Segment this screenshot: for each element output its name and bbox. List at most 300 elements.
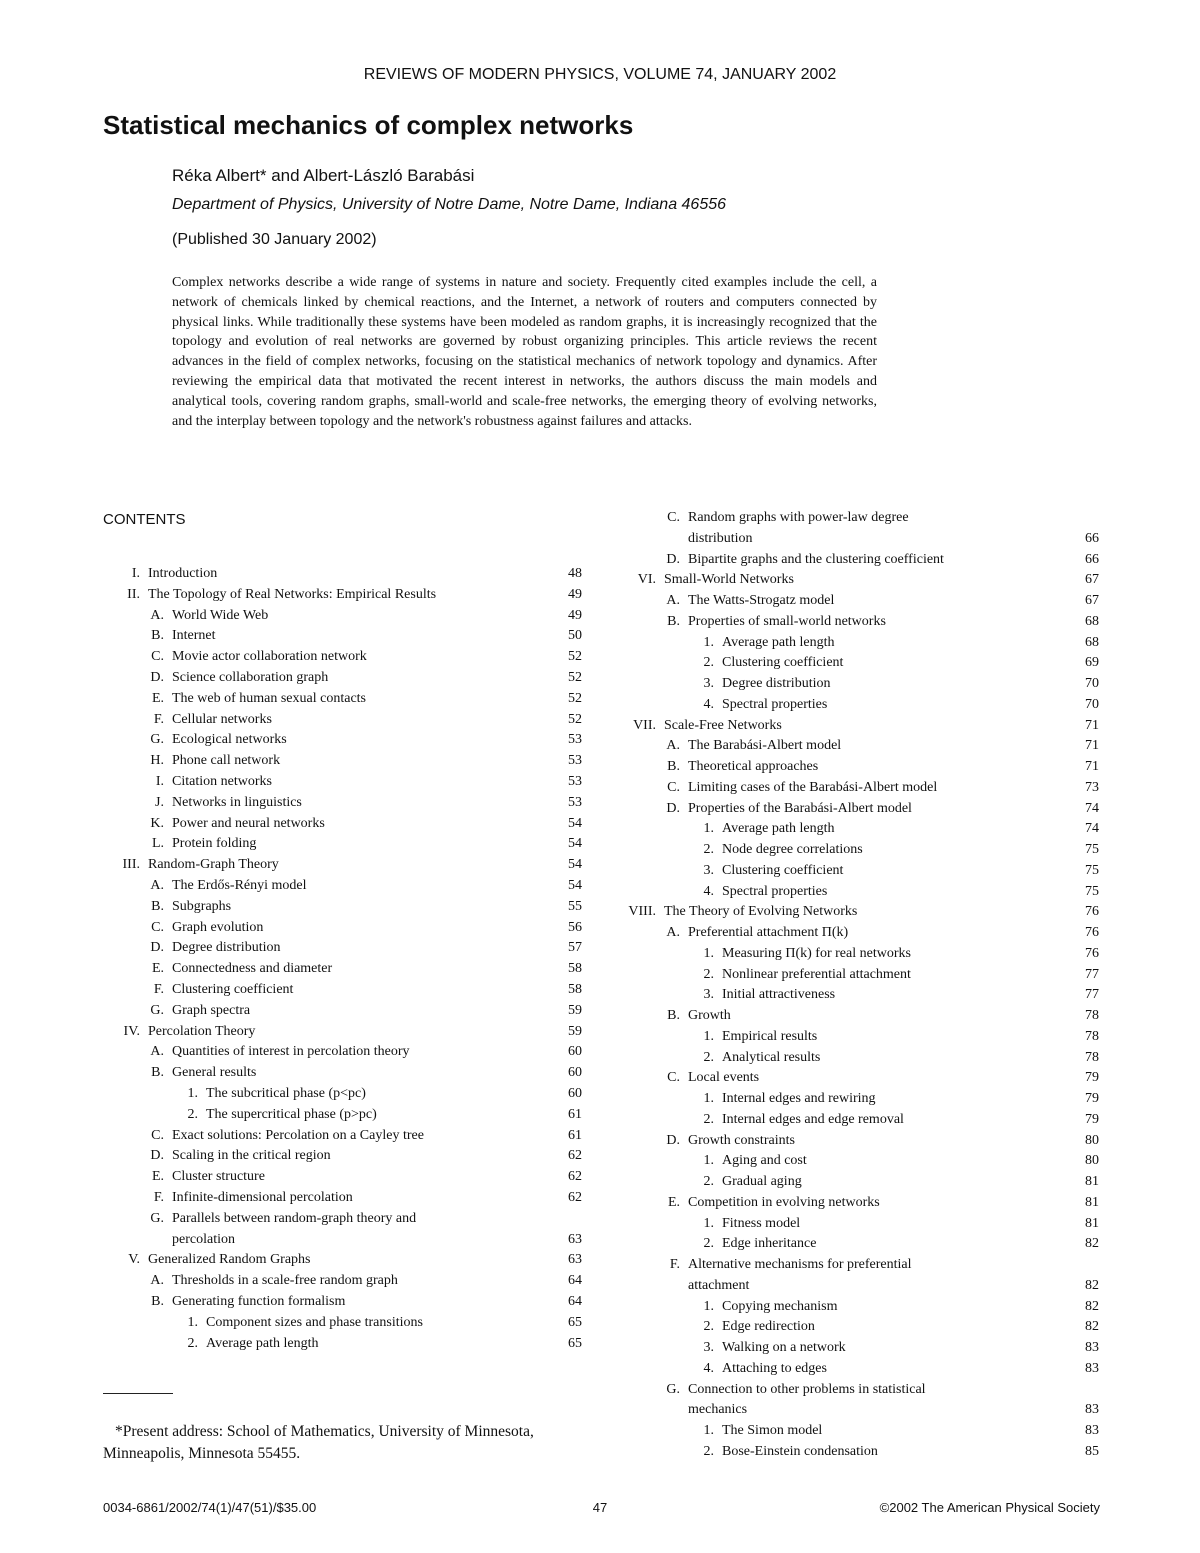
toc-entry-number: 2. [703, 1174, 714, 1189]
toc-entry-title: Component sizes and phase transitions [206, 1314, 423, 1330]
toc-entry-page: 79 [1085, 1111, 1099, 1127]
toc-entry-number: A. [666, 593, 680, 608]
toc-entry-page: 53 [568, 794, 582, 810]
toc-entry [703, 1151, 807, 1171]
toc-entry-page: 52 [568, 690, 582, 706]
toc-entry-number: D. [150, 1148, 164, 1164]
toc-entry-number: 3. [703, 676, 714, 691]
toc-entry [667, 612, 886, 632]
toc-entry-title: Thresholds in a scale-free random graph [172, 1273, 398, 1289]
toc-entry-page: 82 [1085, 1236, 1099, 1252]
toc-entry-title: The Topology of Real Networks: Empirical Results [148, 586, 437, 602]
toc-entry-title: Internet [172, 628, 216, 644]
toc-entry-page: 54 [568, 878, 582, 893]
toc-entry-title: Edge redirection [722, 1319, 815, 1335]
toc-entry [131, 564, 218, 584]
toc-entry [150, 814, 325, 834]
author-list: Réka Albert* and Albert-László Barabási [172, 166, 475, 185]
toc-entry [666, 923, 849, 943]
toc-entry-title: Generalized Random Graphs [148, 1252, 311, 1268]
toc-entry-number: 1. [703, 1215, 714, 1231]
toc-entry [187, 1084, 366, 1104]
toc-entry-page: 53 [568, 753, 582, 769]
toc-entry-page: 82 [1085, 1277, 1099, 1293]
toc-entry-title: The subcritical phase (p<pc) [206, 1086, 366, 1101]
toc-entry-number: 1. [187, 1314, 198, 1330]
toc-entry-title: The Erdős-Rényi model [172, 878, 307, 893]
toc-entry-page: 59 [568, 1023, 582, 1039]
toc-entry-title: Random-Graph Theory [148, 857, 279, 873]
toc-entry-number: G. [150, 1002, 164, 1018]
toc-entry-title: Graph spectra [172, 1002, 251, 1018]
toc-entry [122, 855, 279, 875]
abstract: Complex networks describe a wide range of systems in nature and society. Frequently cited examples include the cell, a network of chemicals linked by chemical reactions, and the Internet, a network of routers and computers connected by physical links. While traditionally these systems have been modeled as random graphs, it is increasingly recognized that the topology and evolution of real networks are governed by robust organizing principles. This article reviews the recent advances in the field of complex networks, focusing on the statistical mechanics of network topology and dynamics. After reviewing the empirical data that motivated the recent interest in networks, the authors discuss the main models and analytical tools, covering random graphs, small-world and scale-free networks, the emerging theory of evolving networks, and the interplay between topology and the network's robustness against failures and attacks. [172, 275, 877, 429]
toc-entry-number: D. [666, 800, 680, 816]
toc-entry-number: 2. [703, 1443, 714, 1459]
toc-entry-number: H. [150, 753, 164, 769]
toc-entry-page: 58 [568, 961, 582, 977]
toc-entry-number: E. [151, 961, 164, 977]
toc-entry-number: C. [151, 919, 164, 935]
toc-entry [666, 736, 842, 756]
toc-entry [187, 1105, 377, 1125]
toc-entry [666, 1380, 926, 1400]
toc-entry [151, 689, 366, 709]
toc-entry [151, 1167, 265, 1187]
toc-entry-number: D. [666, 551, 680, 567]
toc-entry [703, 1234, 817, 1254]
toc-entry-title: Spectral properties [722, 696, 828, 712]
toc-entry-page: 70 [1085, 676, 1099, 691]
toc-entry-title-continued: mechanics [688, 1402, 748, 1418]
toc-entry [150, 1042, 410, 1062]
toc-entry-title: Phone call network [172, 753, 281, 769]
toc-entry [150, 668, 329, 688]
toc-entry-page: 82 [1085, 1319, 1099, 1335]
toc-entry-page: 52 [568, 711, 582, 727]
toc-entry [150, 938, 281, 958]
toc-entry-title: Fitness model [722, 1215, 801, 1231]
toc-entry-number: G. [150, 732, 164, 748]
toc-entry-number: F. [153, 1190, 164, 1205]
toc-entry-title: Ecological networks [172, 732, 287, 748]
toc-entry [153, 710, 272, 730]
toc-entry-page: 61 [568, 1127, 582, 1143]
toc-entry [703, 840, 863, 860]
toc-entry-page: 78 [1085, 1049, 1099, 1065]
toc-entry-number: F. [153, 711, 164, 727]
toc-entry-number: B. [151, 898, 164, 914]
toc-entry [667, 757, 819, 777]
toc-entry-number: C. [151, 649, 164, 665]
toc-entry-number: B. [667, 613, 680, 629]
toc-entry-number: K. [150, 815, 164, 831]
toc-entry-number: 3. [703, 987, 714, 1003]
toc-entry-title: The Barabási-Albert model [688, 738, 842, 754]
toc-entry-title-continued: attachment [688, 1277, 750, 1293]
toc-entry-title: Average path length [722, 634, 835, 650]
toc-entry-page: 80 [1085, 1132, 1099, 1148]
toc-entry-page: 70 [1085, 696, 1099, 712]
toc-entry [150, 1001, 251, 1021]
toc-entry-title: Local events [688, 1070, 760, 1086]
toc-entry-number: C. [667, 779, 680, 795]
toc-entry-title: The Simon model [722, 1423, 823, 1438]
author-affiliation: Department of Physics, University of Notre Dame, Notre Dame, Indiana 46556 [172, 196, 727, 213]
toc-entry [150, 1271, 398, 1291]
toc-entry-title: The supercritical phase (p>pc) [206, 1106, 377, 1122]
toc-entry-page: 54 [568, 836, 582, 852]
toc-entry [150, 876, 307, 896]
toc-entry [150, 1209, 417, 1229]
toc-entry-number: J. [155, 794, 164, 810]
toc-entry-number: B. [151, 1065, 164, 1081]
toc-entry-page: 80 [1085, 1153, 1099, 1169]
toc-entry-title: Clustering coefficient [722, 655, 844, 671]
toc-entry-number: II. [127, 586, 140, 602]
toc-entry [703, 861, 844, 881]
toc-entry [667, 1193, 880, 1213]
toc-entry-page: 66 [1085, 530, 1099, 546]
toc-entry-page: 68 [1085, 613, 1099, 629]
toc-entry [703, 1048, 821, 1068]
footnote: *Present address: School of Mathematics, University of Minnesota, Minneapolis, Minnesota 55455. [103, 1423, 534, 1462]
toc-entry-page: 62 [568, 1148, 582, 1164]
toc-entry-number: E. [667, 1194, 680, 1210]
toc-entry [703, 633, 835, 653]
toc-entry-title: Internal edges and edge removal [722, 1111, 904, 1127]
toc-entry-title: Average path length [722, 821, 835, 837]
toc-entry-title: The Watts-Strogatz model [688, 593, 835, 608]
toc-entry [703, 1317, 815, 1337]
toc-entry-title: Theoretical approaches [688, 759, 819, 774]
toc-entry [155, 793, 302, 813]
toc-entry-title: Generating function formalism [172, 1294, 346, 1309]
toc-entry [153, 1188, 353, 1208]
toc-entry-title: Walking on a network [722, 1340, 846, 1355]
toc-entry-title: Alternative mechanisms for preferential [688, 1257, 912, 1272]
toc-entry [703, 1421, 823, 1441]
toc-entry-number: A. [150, 607, 164, 623]
toc-entry-number: A. [150, 1273, 164, 1289]
toc-entry [703, 1027, 818, 1047]
toc-entry-title: Average path length [206, 1335, 319, 1351]
toc-entry [667, 778, 938, 798]
contents-heading: CONTENTS [103, 511, 186, 528]
toc-entry-number: C. [667, 1070, 680, 1086]
toc-entry-title: Introduction [148, 566, 218, 581]
toc-entry-page: 74 [1085, 800, 1099, 816]
toc-entry-number: 2. [187, 1106, 198, 1122]
toc-entry [153, 980, 294, 1000]
toc-entry [703, 1089, 876, 1109]
toc-entry [151, 1126, 424, 1146]
toc-entry-title: Clustering coefficient [722, 862, 844, 878]
toc-entry-title: Node degree correlations [722, 842, 863, 857]
toc-entry-title: Competition in evolving networks [688, 1194, 880, 1210]
toc-entry [666, 591, 835, 611]
toc-entry-number: V. [128, 1252, 140, 1268]
toc-entry [633, 716, 782, 736]
toc-entry [151, 897, 232, 917]
toc-entry-title: Connectedness and diameter [172, 961, 333, 977]
toc-entry-page: 69 [1085, 655, 1099, 671]
toc-entry-number: 2. [703, 1319, 714, 1335]
toc-entry-page: 83 [1085, 1402, 1099, 1418]
toc-entry-title: Percolation Theory [148, 1023, 256, 1039]
toc-entry-number: D. [150, 670, 164, 685]
toc-entry-title: Analytical results [722, 1049, 821, 1065]
toc-entry-number: L. [151, 836, 164, 852]
toc-entry [667, 1068, 760, 1088]
toc-entry-number: A. [150, 878, 164, 893]
toc-entry-title: Degree distribution [722, 676, 831, 691]
toc-entry-page: 62 [568, 1169, 582, 1185]
toc-entry-title: Movie actor collaboration network [172, 649, 367, 665]
toc-entry [703, 944, 911, 964]
toc-entry [703, 1297, 838, 1317]
toc-entry-title: Measuring Π(k) for real networks [722, 945, 911, 961]
toc-entry [151, 834, 257, 854]
toc-entry-title: Copying mechanism [722, 1298, 838, 1314]
toc-entry-number: 2. [703, 842, 714, 857]
toc-entry-title: General results [172, 1065, 257, 1081]
toc-entry-title: Parallels between random-graph theory and [172, 1210, 417, 1226]
toc-entry-number: D. [666, 1132, 680, 1148]
toc-entry-number: A. [666, 925, 680, 940]
toc-entry-page: 58 [568, 982, 582, 997]
toc-entry-title: The web of human sexual contacts [172, 690, 366, 706]
toc-entry [703, 695, 828, 715]
toc-entry-page: 56 [568, 919, 582, 935]
toc-entry-number: F. [153, 982, 164, 997]
toc-entry-number: 1. [703, 1091, 714, 1106]
toc-entry-number: I. [155, 774, 164, 789]
toc-entry-title: The Theory of Evolving Networks [664, 904, 858, 920]
toc-entry-title: Growth [688, 1008, 731, 1023]
toc-entry-page: 83 [1085, 1423, 1099, 1438]
toc-entry-page: 81 [1085, 1194, 1099, 1210]
toc-entry-page: 64 [568, 1294, 582, 1309]
toc-entry-page: 57 [568, 940, 582, 956]
toc-entry-title: Exact solutions: Percolation on a Cayley tree [172, 1127, 424, 1143]
toc-entry-page: 59 [568, 1002, 582, 1018]
toc-entry-page: 81 [1085, 1215, 1099, 1231]
toc-entry-page: 63 [568, 1231, 582, 1247]
toc-entry [637, 570, 794, 590]
toc-entry-title: Connection to other problems in statistical [688, 1381, 926, 1397]
toc-entry-page: 76 [1085, 925, 1099, 940]
toc-entry-number: VI. [637, 572, 656, 588]
toc-entry-page: 60 [568, 1065, 582, 1081]
toc-entry-title: Empirical results [722, 1028, 818, 1044]
toc-entry-number: A. [150, 1044, 164, 1060]
toc-entry-page: 63 [568, 1252, 582, 1268]
toc-entry [666, 1131, 795, 1151]
toc-entry-number: C. [667, 510, 680, 525]
toc-entry [187, 1334, 319, 1354]
toc-entry [151, 1292, 346, 1312]
toc-entry-number: F. [669, 1257, 680, 1272]
toc-entry-page: 73 [1085, 779, 1099, 795]
toc-entry-page: 82 [1085, 1298, 1099, 1314]
toc-entry-number: 1. [703, 1028, 714, 1044]
toc-entry-page: 75 [1085, 883, 1099, 899]
toc-entry-number: D. [150, 940, 164, 956]
toc-entry-number: 2. [703, 966, 714, 982]
toc-entry-page: 64 [568, 1273, 582, 1289]
toc-entry-title: Power and neural networks [172, 815, 325, 831]
toc-entry-title: Quantities of interest in percolation theory [172, 1044, 410, 1060]
toc-entry [628, 902, 858, 922]
toc-entry-title-continued: distribution [688, 530, 753, 546]
toc-entry-page: 55 [568, 898, 582, 914]
toc-entry [150, 1146, 331, 1166]
toc-entry-title: Random graphs with power-law degree [688, 510, 909, 525]
toc-entry-page: 77 [1085, 966, 1099, 982]
toc-entry-title: Aging and cost [722, 1153, 807, 1169]
publication-date: (Published 30 January 2002) [172, 231, 377, 248]
toc-entry-page: 50 [568, 628, 582, 644]
toc-entry-page: 53 [568, 732, 582, 748]
toc-entry-title: Properties of the Barabási-Albert model [688, 800, 912, 816]
toc-entry-page: 68 [1085, 634, 1099, 650]
toc-entry-number: 1. [703, 1298, 714, 1314]
toc-entry-page: 62 [568, 1190, 582, 1205]
toc-entry-number: VII. [633, 717, 656, 733]
toc-entry-title: Scale-Free Networks [664, 717, 782, 733]
toc-entry-title: Spectral properties [722, 883, 828, 899]
toc-entry [703, 1214, 801, 1234]
toc-entry-page: 54 [568, 857, 582, 873]
footnote-rule [103, 1393, 173, 1394]
toc-entry-title: Attaching to edges [722, 1360, 827, 1376]
toc-entry-page: 54 [568, 815, 582, 831]
toc-entry [155, 772, 272, 792]
footer-copyright: ©2002 The American Physical Society [879, 1500, 1100, 1515]
toc-entry-title: Bose-Einstein condensation [722, 1443, 878, 1459]
toc-entry-title: Subgraphs [172, 898, 232, 914]
toc-entry-page: 49 [568, 607, 582, 623]
article-title: Statistical mechanics of complex networks [103, 110, 634, 140]
toc-entry-title: Initial attractiveness [722, 987, 836, 1003]
toc-entry [703, 965, 911, 985]
toc-entry-number: 2. [703, 655, 714, 671]
toc-entry [669, 1255, 912, 1275]
toc-entry [703, 1338, 846, 1358]
toc-entry-number: 2. [703, 1111, 714, 1127]
toc-entry-title: Growth constraints [688, 1132, 795, 1148]
toc-entry-title: Edge inheritance [722, 1236, 817, 1252]
toc-entry [703, 882, 828, 902]
toc-entry-number: 1. [187, 1086, 198, 1101]
toc-entry-page: 81 [1085, 1174, 1099, 1189]
toc-entry [703, 1359, 827, 1379]
toc-entry-title: Clustering coefficient [172, 982, 294, 997]
toc-entry-number: A. [666, 738, 680, 754]
toc-entry-title: Cluster structure [172, 1169, 265, 1185]
toc-entry-page: 60 [568, 1044, 582, 1060]
toc-entry-page: 78 [1085, 1008, 1099, 1023]
toc-entry-title: Nonlinear preferential attachment [722, 966, 911, 982]
toc-entry-number: 4. [703, 696, 714, 712]
toc-entry [150, 606, 269, 626]
toc-entry-number: E. [151, 1169, 164, 1185]
toc-entry [703, 819, 835, 839]
toc-entry [151, 1063, 257, 1083]
toc-entry-title: Protein folding [172, 836, 257, 852]
toc-entry-page: 75 [1085, 842, 1099, 857]
toc-entry-number: B. [151, 1294, 164, 1309]
toc-entry [151, 959, 333, 979]
toc-entry [666, 799, 912, 819]
toc-entry [703, 1110, 904, 1130]
toc-entry-title: Science collaboration graph [172, 670, 329, 685]
toc-entry-number: 3. [703, 862, 714, 878]
toc-entry-page: 74 [1085, 821, 1099, 837]
toc-entry-number: 4. [703, 883, 714, 899]
toc-entry-page: 49 [568, 586, 582, 602]
toc-entry-page: 76 [1085, 945, 1099, 961]
toc-entry-page: 83 [1085, 1340, 1099, 1355]
toc-entry-title: Internal edges and rewiring [722, 1091, 876, 1106]
toc-entry [187, 1313, 423, 1333]
toc-entry-page: 79 [1085, 1091, 1099, 1106]
toc-entry-page: 71 [1085, 717, 1099, 733]
toc-entry-page: 65 [568, 1314, 582, 1330]
toc-entry-title: Gradual aging [722, 1174, 802, 1189]
toc-entry-page: 71 [1085, 738, 1099, 754]
toc-entry-page: 65 [568, 1335, 582, 1351]
toc-entry [703, 1442, 878, 1462]
toc-entry [151, 647, 367, 667]
toc-entry-number: 2. [703, 1049, 714, 1065]
toc-entry-page: 53 [568, 774, 582, 789]
toc-entry-page: 77 [1085, 987, 1099, 1003]
toc-entry-number: VIII. [628, 904, 656, 920]
footer-issn: 0034-6861/2002/74(1)/47(51)/$35.00 [103, 1500, 317, 1515]
toc-entry-title: World Wide Web [172, 607, 269, 623]
toc-entry-page: 75 [1085, 862, 1099, 878]
toc-entry-page: 66 [1085, 551, 1099, 567]
toc-entry-number: 1. [703, 1423, 714, 1438]
toc-entry-title-continued: percolation [172, 1231, 235, 1247]
toc-entry-title: Networks in linguistics [172, 794, 302, 810]
toc-entry-number: 2. [187, 1335, 198, 1351]
toc-entry-title: Properties of small-world networks [688, 613, 886, 629]
toc-entry-title: Small-World Networks [664, 572, 794, 588]
toc-entry [123, 1022, 256, 1042]
toc-entry-page: 52 [568, 670, 582, 685]
toc-entry-number: I. [131, 566, 140, 581]
toc-entry-title: Preferential attachment Π(k) [688, 925, 849, 940]
toc-entry [150, 730, 287, 750]
toc-entry-page: 67 [1085, 593, 1099, 608]
toc-entry [151, 918, 264, 938]
toc-entry-page: 60 [568, 1086, 582, 1101]
toc-entry-number: 2. [703, 1236, 714, 1252]
toc-entry-number: C. [151, 1127, 164, 1143]
toc-entry-number: 1. [703, 821, 714, 837]
toc-entry-number: 1. [703, 634, 714, 650]
toc-entry-number: B. [151, 628, 164, 644]
toc-entry [703, 653, 844, 673]
toc-entry-number: B. [667, 1008, 680, 1023]
toc-entry [667, 1006, 731, 1026]
toc-entry-page: 52 [568, 649, 582, 665]
toc-entry [703, 1172, 802, 1192]
toc-entry-number: E. [151, 690, 164, 706]
